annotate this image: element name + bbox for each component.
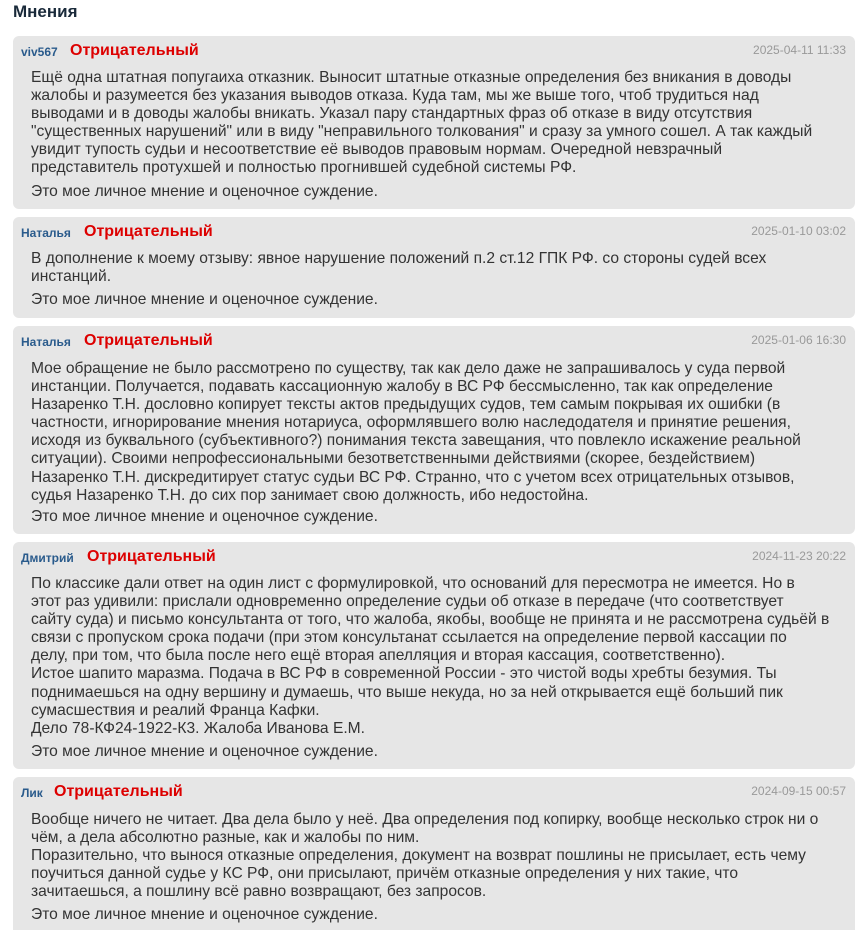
section-title: Мнения bbox=[13, 2, 78, 21]
review-card bbox=[13, 777, 855, 930]
review-header bbox=[13, 777, 855, 803]
review-author[interactable]: Наталья bbox=[21, 335, 71, 349]
review-text: Мое обращение не было рассмотрено по существу, так как дело даже не запрашивалось у суда первой инстанции. Получается, подавать кассационную жалобу в ВС РФ бессмысленно, так как определение Назаренко Т.Н. дословно копирует тексты актов предыдущих судов, тем самым покрывая их ошибки (в частности, игнорирование мнения нотариуса, оформлявшего волю наследодателя и принятие решения, исходя из буквального (субъективного?) понимания текста завещания, что повлекло искажение реальной ситуации). Своими непрофессиональными безответственными действиями (скорее, бездействием) Назаренко Т.Н. дискредитирует статус судьи ВС РФ. Странно, что с учетом всех отрицательных отзывов, судья Назаренко Т.Н. до сих пор занимает свою должность, ибо недостойна. bbox=[31, 360, 801, 504]
review-author[interactable]: Наталья bbox=[21, 226, 71, 240]
review-date: 2025-01-10 03:02 bbox=[751, 224, 846, 238]
review-header bbox=[13, 217, 855, 243]
review-disclaimer: Это мое личное мнение и оценочное суждение. bbox=[31, 183, 378, 200]
review-text: По классике дали ответ на один лист с формулировкой, что оснований для пересмотра не имеется. Но в этот раз удивили: прислали одновременно определение судьи об отказе в передаче (что соответствует сайту суда) и письмо консультанта от того, что жалоба, якобы, вообще не принята и не рассмотрена судьёй в связи с пропуском срока подачи (при этом консультанат ссылается на определение первой кассации по делу, при том, что была после него ещё вторая апелляция и вторая кассация, соответственно). Истое шапито маразма. Подача в ВС РФ в современной России - это чистой воды хребты безумия. Ты поднимаешься на одну вершину и думаешь, что выше некуда, но за ней открывается ещё больший пик сумасшествия и реалий Франца Кафки. Дело 78-КФ24-1922-К3. Жалоба Иванова Е.М. bbox=[31, 575, 830, 737]
review-rating: Отрицательный bbox=[87, 548, 216, 565]
review-header bbox=[13, 36, 855, 62]
review-text: Вообще ничего не читает. Два дела было у неё. Два определения под копирку, вообще несколько строк ни о чём, а дела абсолютно разные, как и жалобы по ним. Поразительно, что вынося отказные определения, документ на возврат пошлины не присылает, есть чему поучиться данной судье у КС РФ, они присылают, причём отказные определения у них такие, что зачитаешься, а пошлину всё равно возвращают, без запросов. bbox=[31, 811, 819, 901]
review-author[interactable]: Дмитрий bbox=[21, 551, 74, 565]
review-text: Ещё одна штатная попугаиха отказник. Выносит штатные отказные определения без вникания в доводы жалобы и разумеется без указания выводов отказа. Куда там, мы же выше того, чтоб трудиться над выводами и в доводы жалобы вникать. Указал пару стандартных фраз об отказе в виду отсутствия "существенных нарушений" или в виду "неправильного толкования" и сразу за умного сошел. А так каждый увидит тупость судьи и несоответствие её выводов правовым нормам. Очередной невзрачный представитель протухшей и полностью прогнившей судебной системы РФ. bbox=[31, 69, 813, 177]
review-card bbox=[13, 36, 855, 209]
review-disclaimer: Это мое личное мнение и оценочное суждение. bbox=[31, 743, 378, 760]
review-card bbox=[13, 217, 855, 318]
review-disclaimer: Это мое личное мнение и оценочное суждение. bbox=[31, 291, 378, 308]
review-date: 2024-09-15 00:57 bbox=[751, 784, 846, 798]
review-rating: Отрицательный bbox=[84, 223, 213, 240]
review-rating: Отрицательный bbox=[84, 332, 213, 349]
review-rating: Отрицательный bbox=[54, 783, 183, 800]
review-card bbox=[13, 326, 855, 534]
review-date: 2024-11-23 20:22 bbox=[752, 549, 846, 563]
review-rating: Отрицательный bbox=[70, 42, 199, 59]
review-text: В дополнение к моему отзыву: явное нарушение положений п.2 ст.12 ГПК РФ. со стороны судей всех инстанций. bbox=[31, 250, 767, 286]
review-disclaimer: Это мое личное мнение и оценочное суждение. bbox=[31, 906, 378, 923]
review-author[interactable]: viv567 bbox=[21, 45, 58, 59]
review-header bbox=[13, 542, 855, 568]
review-date: 2025-04-11 11:33 bbox=[753, 43, 846, 57]
review-header bbox=[13, 326, 855, 352]
review-author[interactable]: Лик bbox=[21, 786, 43, 800]
review-card bbox=[13, 542, 855, 769]
review-date: 2025-01-06 16:30 bbox=[751, 333, 846, 347]
review-disclaimer: Это мое личное мнение и оценочное суждение. bbox=[31, 508, 378, 525]
